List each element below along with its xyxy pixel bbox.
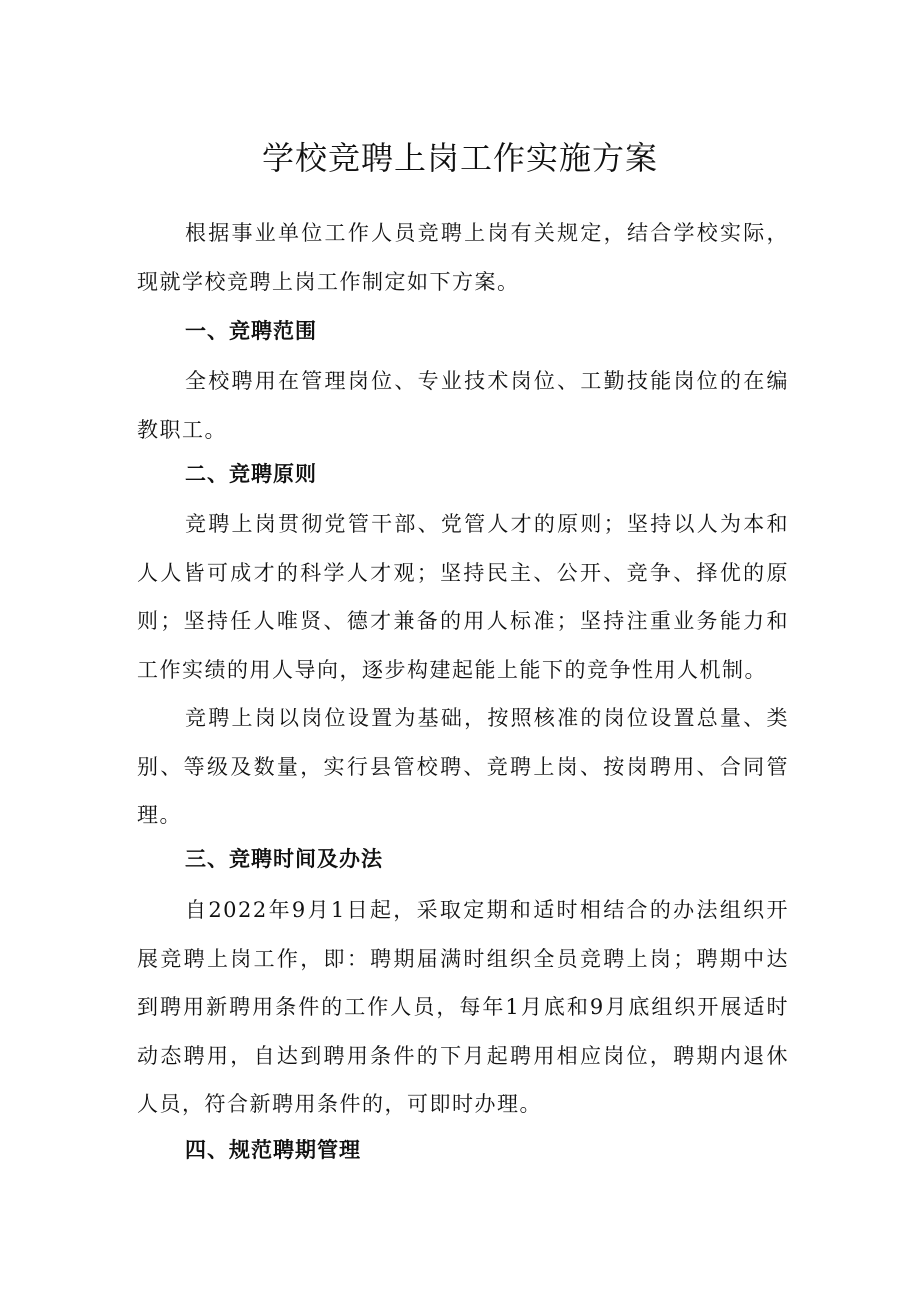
section-paragraph-time-method: 自2022年9月1日起，采取定期和适时相结合的办法组织开展竞聘上岗工作，即：聘期届满时组织全员竞聘上岗；聘期中达到聘用新聘用条件的工作人员，每年1月底和9月底组织开展适时动态聘用，自达到聘用条件的下月起聘用相应岗位，聘期内退休人员，符合新聘用条件的，可即时办理。 <box>137 898 789 1116</box>
section-heading-scope: 一、竞聘范围 <box>185 319 317 343</box>
section-heading-time-method: 三、竞聘时间及办法 <box>185 847 383 871</box>
section-paragraph-scope: 全校聘用在管理岗位、专业技术岗位、工勤技能岗位的在编教职工。 <box>137 369 789 442</box>
section-paragraph-principles-1: 竞聘上岗贯彻党管干部、党管人才的原则；坚持以人为本和人人皆可成才的科学人才观；坚持民主、公开、竞争、择优的原则；坚持任人唯贤、德才兼备的用人标准；坚持注重业务能力和工作实绩的用人导向，逐步构建起能上能下的竞争性用人机制。 <box>137 512 789 682</box>
document-title: 学校竞聘上岗工作实施方案 <box>261 139 658 177</box>
section-heading-principles: 二、竞聘原则 <box>185 462 317 486</box>
intro-paragraph: 根据事业单位工作人员竞聘上岗有关规定，结合学校实际，现就学校竞聘上岗工作制定如下方案。 <box>137 221 789 294</box>
section-paragraph-principles-2: 竞聘上岗以岗位设置为基础，按照核准的岗位设置总量、类别、等级及数量，实行县管校聘、竞聘上岗、按岗聘用、合同管理。 <box>137 706 789 827</box>
section-heading-term-management: 四、规范聘期管理 <box>185 1138 361 1162</box>
